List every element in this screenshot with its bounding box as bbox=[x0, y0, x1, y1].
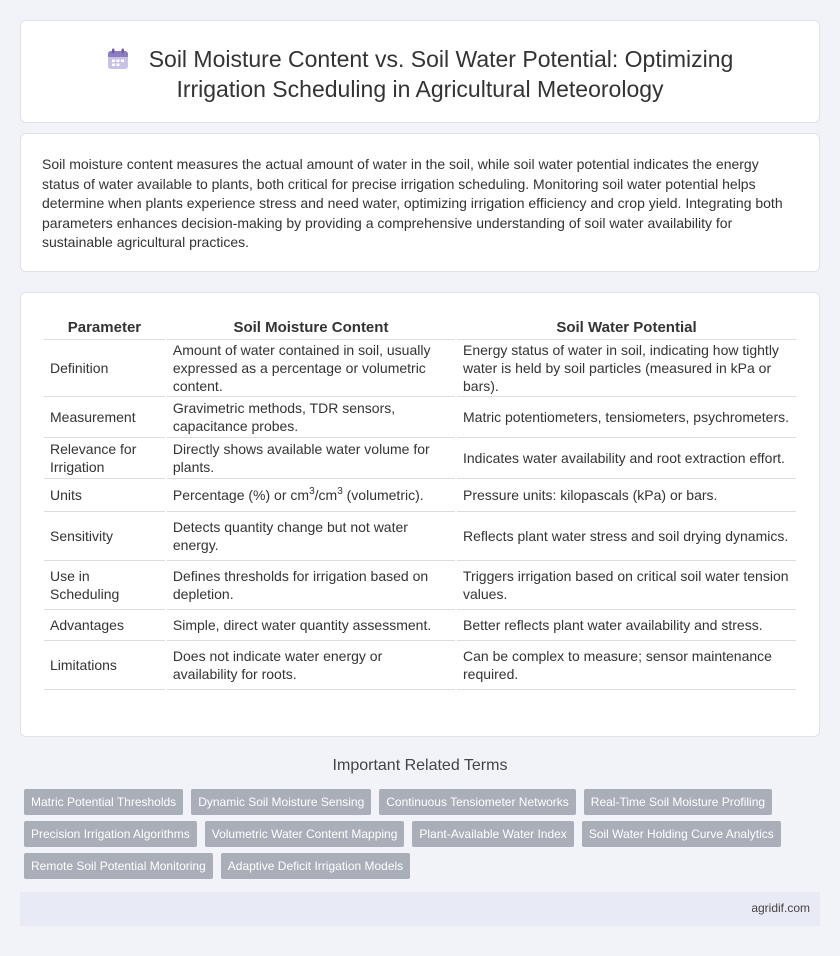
related-term-tag[interactable]: Adaptive Deficit Irrigation Models bbox=[221, 853, 410, 879]
row-parameter: Use in Scheduling bbox=[44, 561, 165, 610]
intro-card bbox=[20, 133, 820, 272]
header-soil-moisture-content: Soil Moisture Content bbox=[167, 317, 455, 340]
row-content: Directly shows available water volume for plants. bbox=[167, 438, 455, 479]
row-potential: Energy status of water in soil, indicating how tightly water is held by soil particles (measured in kPa or bars). bbox=[457, 340, 796, 397]
table-row bbox=[44, 397, 796, 438]
row-parameter: Sensitivity bbox=[44, 512, 165, 561]
table-row bbox=[44, 340, 796, 397]
header-soil-water-potential: Soil Water Potential bbox=[457, 317, 796, 340]
units-text: (volumetric). bbox=[342, 487, 424, 503]
row-potential: Better reflects plant water availability and stress. bbox=[457, 610, 796, 641]
units-superscript: 3 bbox=[337, 486, 343, 497]
related-term-tag[interactable]: Precision Irrigation Algorithms bbox=[24, 821, 197, 847]
page-title bbox=[21, 44, 819, 104]
related-term-tag[interactable]: Plant-Available Water Index bbox=[412, 821, 573, 847]
table-header-row bbox=[44, 317, 796, 340]
comparison-table bbox=[42, 317, 798, 690]
row-parameter: Units bbox=[44, 479, 165, 512]
row-content: Does not indicate water energy or availability for roots. bbox=[167, 641, 455, 690]
title-line-2: Irrigation Scheduling in Agricultural Meteorology bbox=[176, 76, 664, 102]
units-text: Percentage (%) or cm bbox=[172, 487, 310, 503]
footer-site-link[interactable]: agridif.com bbox=[751, 901, 810, 915]
row-potential: Indicates water availability and root extraction effort. bbox=[457, 438, 796, 479]
related-term-tag[interactable]: Matric Potential Thresholds bbox=[24, 789, 183, 815]
table-row bbox=[44, 610, 796, 641]
intro-paragraph: Soil moisture content measures the actual amount of water in the soil, while soil water potential indicates the energy status of water available to plants, both critical for precise irrigation scheduling. Monitoring soil water potential helps determine when plants experience stress and need water, optimizing irrigation efficiency and crop yield. Integrating both parameters enhances decision-making by providing a comprehensive understanding of soil water availability for sustainable agricultural practices. bbox=[42, 156, 783, 251]
units-superscript: 3 bbox=[309, 486, 315, 497]
related-term-tag[interactable]: Real-Time Soil Moisture Profiling bbox=[584, 789, 772, 815]
row-content: Gravimetric methods, TDR sensors, capacitance probes. bbox=[167, 397, 455, 438]
related-term-tag[interactable]: Volumetric Water Content Mapping bbox=[205, 821, 405, 847]
row-content: Amount of water contained in soil, usually expressed as a percentage or volumetric content. bbox=[167, 340, 455, 397]
row-parameter: Limitations bbox=[44, 641, 165, 690]
row-potential: Reflects plant water stress and soil drying dynamics. bbox=[457, 512, 796, 561]
units-text: /cm bbox=[314, 487, 338, 503]
related-term-tag[interactable]: Continuous Tensiometer Networks bbox=[379, 789, 576, 815]
comparison-card bbox=[20, 292, 820, 737]
related-term-tag[interactable]: Dynamic Soil Moisture Sensing bbox=[191, 789, 371, 815]
row-content: Simple, direct water quantity assessment. bbox=[167, 610, 455, 641]
calendar-icon bbox=[107, 47, 129, 69]
row-content bbox=[167, 479, 455, 512]
table-row bbox=[44, 512, 796, 561]
table-row bbox=[44, 561, 796, 610]
title-line-1: Soil Moisture Content vs. Soil Water Potential: Optimizing bbox=[148, 46, 734, 72]
row-content: Defines thresholds for irrigation based on depletion. bbox=[167, 561, 455, 610]
row-potential: Pressure units: kilopascals (kPa) or bars. bbox=[457, 479, 796, 512]
footer-bar bbox=[20, 892, 820, 926]
title-card bbox=[20, 20, 820, 123]
row-potential: Triggers irrigation based on critical soil water tension values. bbox=[457, 561, 796, 610]
related-term-tag[interactable]: Soil Water Holding Curve Analytics bbox=[582, 821, 781, 847]
table-row bbox=[44, 438, 796, 479]
row-parameter: Relevance for Irrigation bbox=[44, 438, 165, 479]
row-potential: Can be complex to measure; sensor maintenance required. bbox=[457, 641, 796, 690]
row-parameter: Advantages bbox=[44, 610, 165, 641]
table-row bbox=[44, 641, 796, 690]
header-parameter: Parameter bbox=[44, 317, 165, 340]
table-row bbox=[44, 479, 796, 512]
related-term-tag[interactable]: Remote Soil Potential Monitoring bbox=[24, 853, 213, 879]
row-potential: Matric potentiometers, tensiometers, psychrometers. bbox=[457, 397, 796, 438]
related-terms-list bbox=[24, 789, 814, 885]
row-parameter: Definition bbox=[44, 340, 165, 397]
row-content: Detects quantity change but not water energy. bbox=[167, 512, 455, 561]
related-terms-heading: Important Related Terms bbox=[332, 757, 508, 774]
row-parameter: Measurement bbox=[44, 397, 165, 438]
